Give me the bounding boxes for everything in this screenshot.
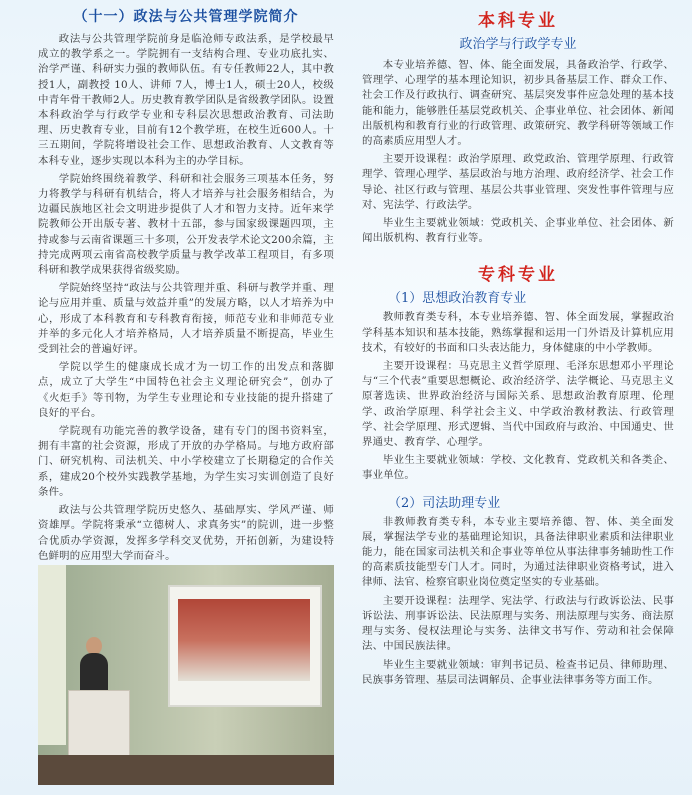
major-paragraph: 毕业生主要就业领域：学校、文化教育、党政机关和各类企、事业单位。 [362, 454, 674, 482]
junior-major-2-name: （2）司法助理专业 [388, 495, 501, 511]
projection-screen [168, 585, 322, 707]
podium [68, 690, 130, 762]
intro-paragraph: 学院始终坚持“政法与公共管理并重、科研与教学并重、理论与应用并重、质量与效益并重”的发展方略，以人才培养为中心，形成了本科教育和专科教育衔接，师范专业和非师范专业并举的多元化人才培养格局，人才培养质量不断提高，毕业生受到社会的普遍好评。 [38, 282, 334, 356]
intro-paragraph: 学院现有功能完善的教学设备，建有专门的图书资料室，拥有丰富的社会资源，形成了开放的办学格局。与地方政府部门、研究机构、司法机关、中小学校建立了长期稳定的合作关系，建成20个校外实践教学基地，为学生实习实训创造了良好条件。 [38, 425, 334, 498]
speaker-figure [80, 653, 108, 693]
majors-column [362, 0, 674, 691]
college-intro-column [38, 0, 334, 567]
college-intro-title: （十一）政法与公共管理学院简介 [73, 9, 299, 25]
photo-window [38, 565, 66, 745]
projected-slide [178, 599, 310, 681]
major-paragraph: 教师教育类专科，本专业培养德、智、体全面发展，掌握政治学科基本知识和基本技能，熟练掌握和运用一门外语及计算机应用技术，有较好的书面和口头表达能力，身体健康的中小学教师。 [362, 311, 674, 354]
lecture-photo [38, 565, 334, 785]
major-paragraph: 主要开设课程：政治学原理、政党政治、管理学原理、行政管理学、管理心理学、基层政治与地方治理、政府经济学、社会工作导论、社区行政与管理、基层公共事业管理、突发性事件管理与应对、宪法学、行政法学。 [362, 153, 674, 211]
major-paragraph: 本专业培养德、智、体、能全面发展，具备政治学、行政学、管理学、心理学的基本理论知识，初步具备基层工作、群众工作、社会工作及行政执行、调查研究、基层突发事件应急处理的基本技能和能力，能够胜任基层党政机关、企事业单位、社会团体、新闻出版机构和教育行业的行政管理、政策研究、教学科研等领域工作的高素质应用型人才。 [362, 59, 674, 148]
undergrad-heading: 本科专业 [478, 11, 558, 31]
major-paragraph: 主要开设课程：马克思主义哲学原理、毛泽东思想邓小平理论与“三个代表”重要思想概论、政治经济学、法学概论、马克思主义原著选读、世界政治经济与国际关系、思想政治教育原理、伦理学、政治学原理、科学社会主义、中学政治教材教法、行政管理学、社会学原理、形式逻辑、当代中国政府与政治、中国通史、世界通史、教育学、心理学。 [362, 360, 674, 449]
intro-paragraph: 学院始终围绕着教学、科研和社会服务三项基本任务，努力将教学与科研有机结合，将人才培养与社会服务相结合，为边疆民族地区社会文明进步提供了人才和智力支持。近年来学院教师公开出版专著、教材十五部，参与国家级课题四项，主持或参与云南省课题三十多项，公开发表学术论文200余篇，主持完成两项云南省高校教学质量与教学改革工程项目，有多项科研和教学成果获得省级奖励。 [38, 172, 334, 277]
major-paragraph: 主要开设课程：法理学、宪法学、行政法与行政诉讼法、民事诉讼法、刑事诉讼法、民法原理与实务、刑法原理与实务、商法原理与实务、侵权法理论与实务、法律文书写作、劳动和社会保障法、中国民族法律。 [362, 594, 674, 653]
intro-paragraph: 政法与公共管理学院前身是临沧师专政法系，是学校最早成立的教学系之一。学院拥有一支结构合理、专业功底扎实、治学严谨、科研实力强的教师队伍。有专任教师22人，其中教授1人，副教授 10人、讲师 7人，博士1人，硕士20人，校级中青年骨干教师2人。历史教育教学团队是省级教学团队。设置本科政治学与行政学专业和专科层次思想政治教育、司法助理、历史教育专业，目前有12个教学班，在校生近600人。十三五期间，学院将增设社会工作、思想政治教育、人文教育等本科专业，逐步实现以本科为主的办学目标。 [38, 33, 334, 167]
major-paragraph: 毕业生主要就业领域：党政机关、企事业单位、社会团体、新闻出版机构、教育行业等。 [362, 217, 674, 245]
junior-major-1-name: （1）思想政治教育专业 [388, 291, 527, 307]
undergrad-major-name: 政治学与行政学专业 [459, 37, 577, 52]
photo-floor [38, 755, 334, 785]
major-paragraph: 非教师教育类专科，本专业主要培养德、智、体、美全面发展，掌握法学专业的基础理论知识，具备法律职业素质和法律职业能力，能在国家司法机关和企事业等单位从事法律事务辅助性工作的高素质技能型专门人才。同时，为通过法律职业资格考试，进入律师、法官、检察官职业岗位奠定坚实的专业基础。 [362, 515, 674, 589]
intro-paragraph: 学院以学生的健康成长成才为一切工作的出发点和落脚点，成立了大学生“中国特色社会主义理论研究会”，创办了《火炬手》等刊物，为学生专业理论和专业技能的提升搭建了良好的平台。 [38, 361, 334, 419]
intro-paragraph: 政法与公共管理学院历史悠久、基础厚实、学风严谨、师资雄厚。学院将秉承“立德树人、求真务实”的院训，进一步整合优质办学资源，发挥多学科交叉优势，开拓创新，为建设特色鲜明的应用型大学而奋斗。 [38, 504, 334, 562]
junior-heading: 专科专业 [478, 265, 558, 286]
major-paragraph: 毕业生主要就业领域：审判书记员、检查书记员、律师助理、民族事务管理、基层司法调解员、企事业法律事务等方面工作。 [362, 658, 674, 686]
